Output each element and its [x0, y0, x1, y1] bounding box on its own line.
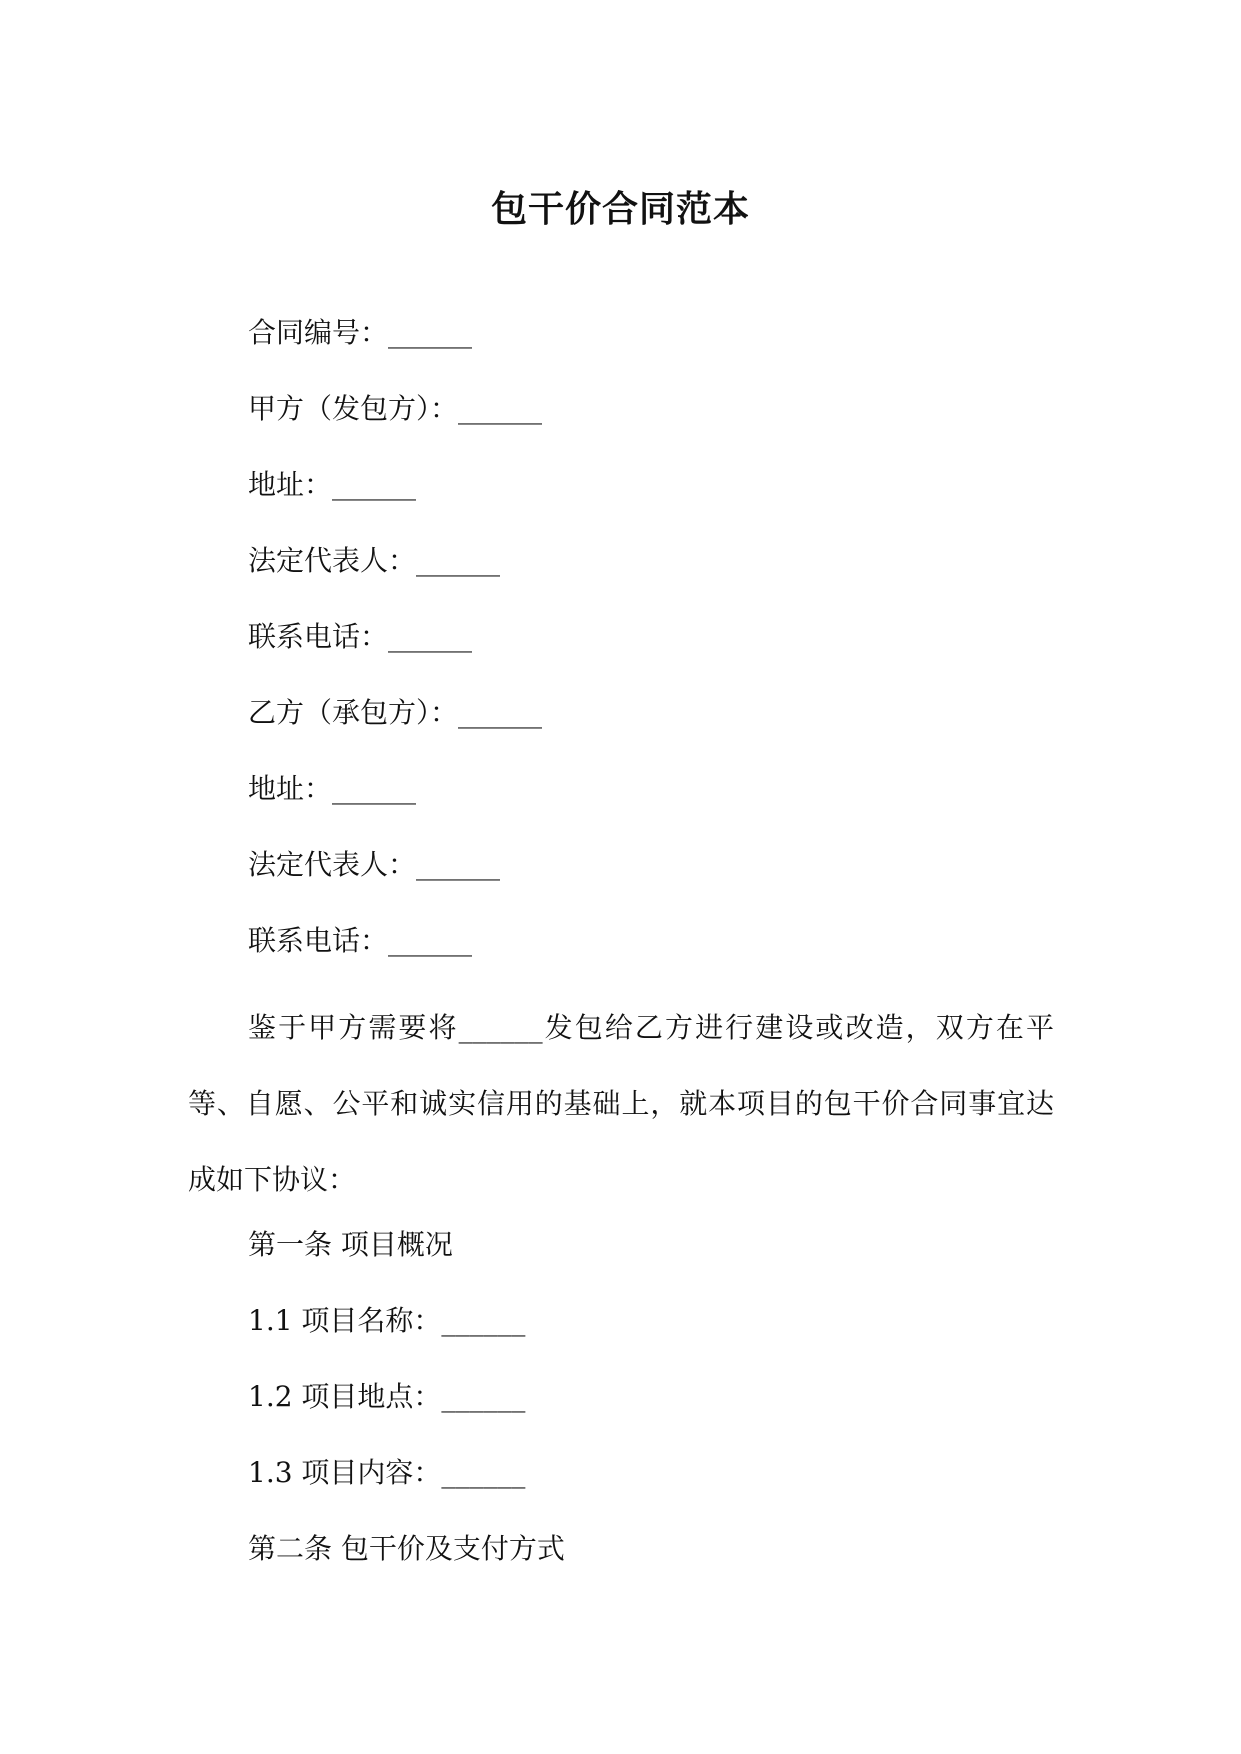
- field-party-b-representative: 法定代表人：______: [248, 848, 501, 881]
- article-1-item-1: 1.1 项目名称：______: [248, 1304, 526, 1337]
- field-party-a: 甲方（发包方）：______: [248, 392, 543, 425]
- field-party-b-address: 地址：______: [248, 772, 417, 805]
- field-party-a-representative: 法定代表人：______: [248, 544, 501, 577]
- article-1-item-2: 1.2 项目地点：______: [248, 1380, 526, 1413]
- field-party-b-phone: 联系电话：______: [248, 924, 473, 957]
- article-1-item-3: 1.3 项目内容：______: [248, 1456, 526, 1489]
- field-contract-number: 合同编号：______: [248, 316, 473, 349]
- preamble-paragraph: 鉴于甲方需要将______发包给乙方进行建设或改造，双方在平等、自愿、公平和诚实信用的基础上，就本项目的包干价合同事宜达成如下协议：: [188, 1011, 1054, 1196]
- article-1-heading: 第一条 项目概况: [248, 1228, 453, 1261]
- field-party-a-phone: 联系电话：______: [248, 620, 473, 653]
- field-party-a-address: 地址：______: [248, 468, 417, 501]
- article-2-heading: 第二条 包干价及支付方式: [248, 1532, 565, 1565]
- field-party-b: 乙方（承包方）：______: [248, 696, 543, 729]
- document-title: 包干价合同范本: [490, 188, 750, 230]
